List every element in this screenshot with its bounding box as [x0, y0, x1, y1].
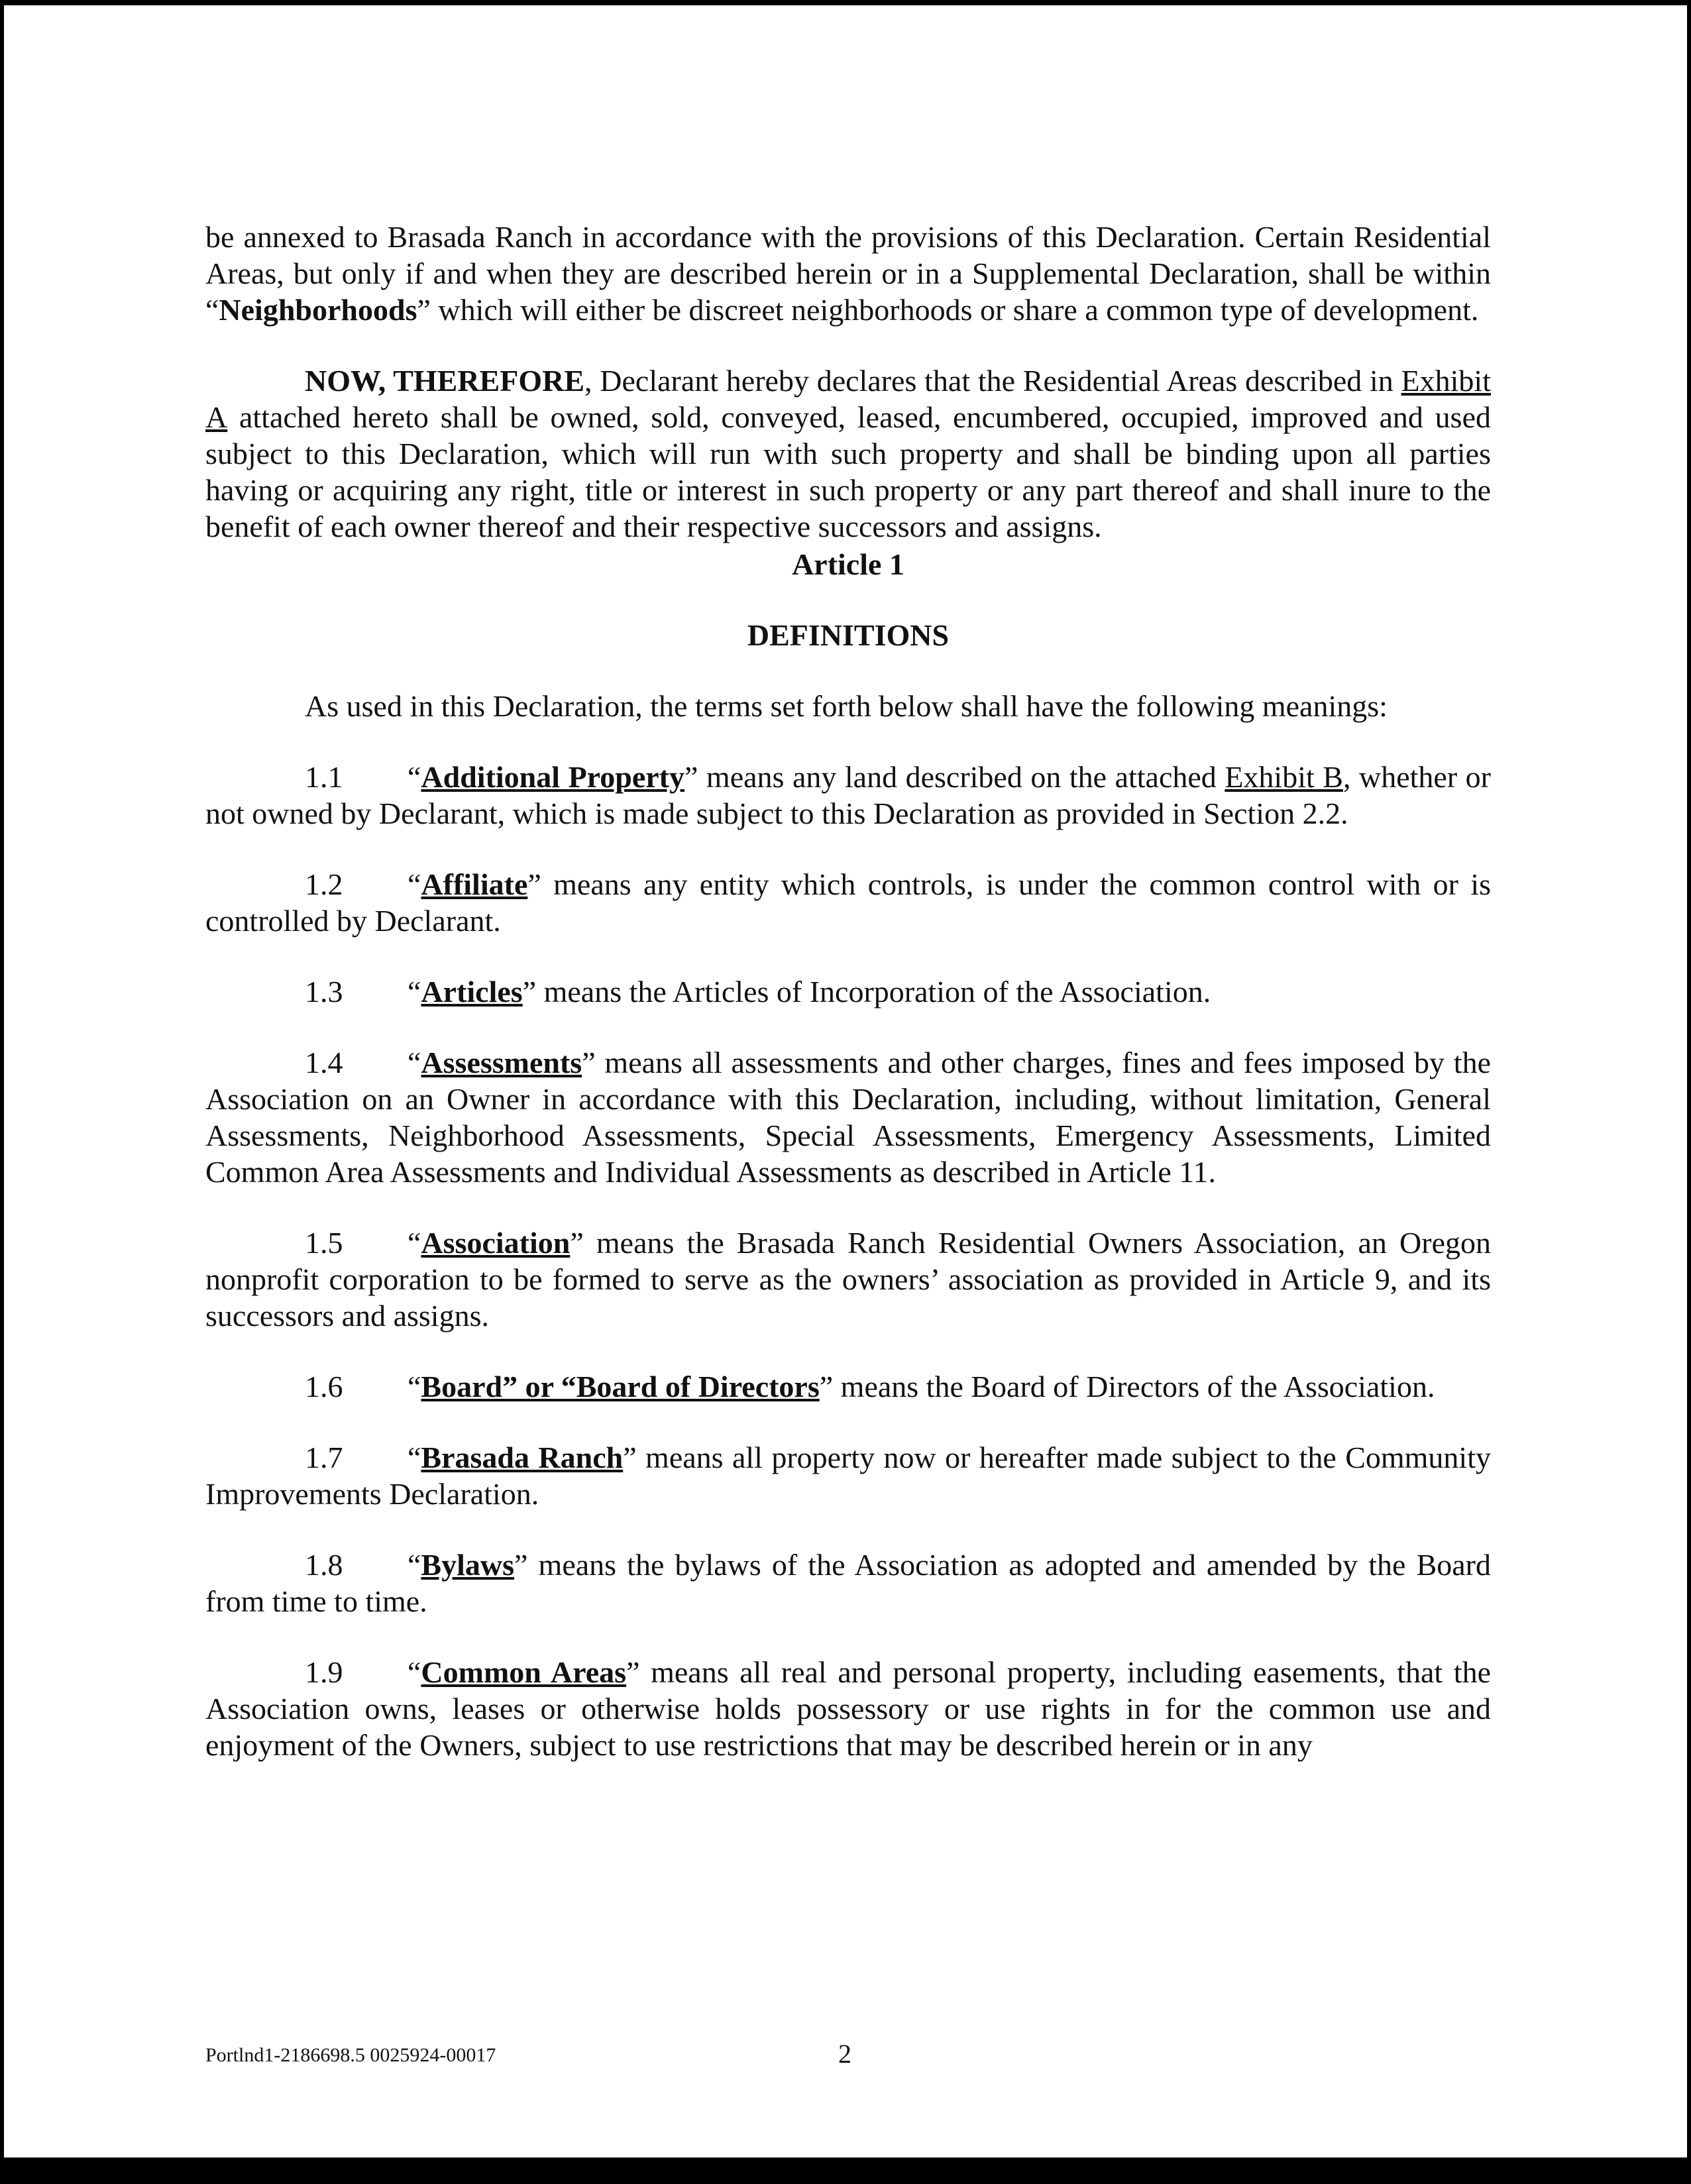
- now-therefore-paragraph: NOW, THEREFORE, Declarant hereby declares that the Residential Areas described in Exhibit A attached hereto shall be owned, sold, conveyed, leased, encumbered, occupied, improved and used subject to this Declaration, which will run with such property and shall be binding upon all parties having or acquiring any right, title or interest in such property or any part thereof and shall inure to the benefit of each owner thereof and their respective successors and assigns.: [205, 364, 1491, 543]
- neighborhoods-term: Neighborhoods: [219, 293, 417, 327]
- scan-border-bottom: [0, 2157, 1691, 2184]
- definition-term: Bylaws: [421, 1548, 515, 1582]
- definition-term: Association: [421, 1226, 571, 1260]
- definition-term: Brasada Ranch: [421, 1441, 624, 1474]
- definition-number: 1.8: [305, 1548, 343, 1582]
- exhibit-a-reference: Exhibit A: [205, 364, 1491, 434]
- document-page: [205, 219, 1491, 1763]
- definition-term: Additional Property: [421, 760, 684, 794]
- article-number: Article 1: [792, 547, 904, 581]
- definition-term: Common Areas: [421, 1655, 627, 1689]
- scan-border-top: [0, 0, 1691, 5]
- definition-1-5: 1.5 “Association” means the Brasada Ranch Residential Owners Association, an Oregon nonprofit corporation to be formed to serve as the owners’ association as provided in Article 9, and its successors and assigns.: [205, 1226, 1491, 1333]
- definitions-intro: As used in this Declaration, the terms set forth below shall have the following meanings:: [305, 689, 1388, 723]
- definition-term: Assessments: [421, 1046, 582, 1079]
- definition-number: 1.5: [305, 1226, 343, 1260]
- definition-1-6: 1.6 “Board” or “Board of Directors” means the Board of Directors of the Association.: [305, 1370, 1435, 1403]
- definition-term: Affiliate: [421, 867, 528, 901]
- definition-term: Board” or “Board of Directors: [421, 1370, 820, 1403]
- definition-1-4: 1.4 “Assessments” means all assessments and other charges, fines and fees imposed by the Association on an Owner in accordance with this Declaration, including, without limitation, General Assessments, Neighborhood Assessments, Special Assessments, Emergency Assessments, Limited Common Area Assessments and Individual Assessments as described in Article 11.: [205, 1046, 1491, 1189]
- definition-number: 1.7: [305, 1441, 343, 1474]
- definition-number: 1.2: [305, 867, 343, 901]
- footer-page-number: 2: [838, 2039, 851, 2069]
- footer-document-id: Portlnd1-2186698.5 0025924-00017: [205, 2044, 496, 2066]
- definition-1-1: 1.1 “Additional Property” means any land described on the attached Exhibit B, whether or not owned by Declarant, which is made subject to this Declaration as provided in Section 2.2.: [205, 760, 1491, 830]
- definition-number: 1.4: [305, 1046, 343, 1079]
- now-therefore-lead: NOW, THEREFORE: [305, 364, 585, 398]
- definition-term: Articles: [421, 975, 523, 1009]
- article-title: DEFINITIONS: [747, 618, 950, 652]
- definition-1-2: 1.2 “Affiliate” means any entity which controls, is under the common control with or is controlled by Declarant.: [205, 867, 1491, 938]
- scan-border-right: [1687, 0, 1691, 2184]
- definition-1-7: 1.7 “Brasada Ranch” means all property now or hereafter made subject to the Community Improvements Declaration.: [205, 1441, 1491, 1511]
- exhibit-b-reference: Exhibit B: [1225, 760, 1343, 794]
- definition-number: 1.9: [305, 1655, 343, 1689]
- scan-border-left: [0, 0, 4, 2184]
- definition-1-3: 1.3 “Articles” means the Articles of Incorporation of the Association.: [305, 975, 1211, 1009]
- definition-1-8: 1.8 “Bylaws” means the bylaws of the Association as adopted and amended by the Board from time to time.: [205, 1548, 1491, 1618]
- definition-number: 1.1: [305, 760, 343, 794]
- definition-number: 1.3: [305, 975, 343, 1009]
- definition-1-9: 1.9 “Common Areas” means all real and personal property, including easements, that the Association owns, leases or otherwise holds possessory or use rights in for the common use and enjoyment of the Owners, subject to use restrictions that may be described herein or in any: [205, 1655, 1492, 1762]
- intro-paragraph: be annexed to Brasada Ranch in accordance with the provisions of this Declaration. Certain Residential Areas, but only if and when they are described herein or in a Supplemental Declaration, shall be within “Neighborhoods” which will either be discreet neighborhoods or share a common type of development.: [205, 220, 1491, 327]
- definition-number: 1.6: [305, 1370, 343, 1403]
